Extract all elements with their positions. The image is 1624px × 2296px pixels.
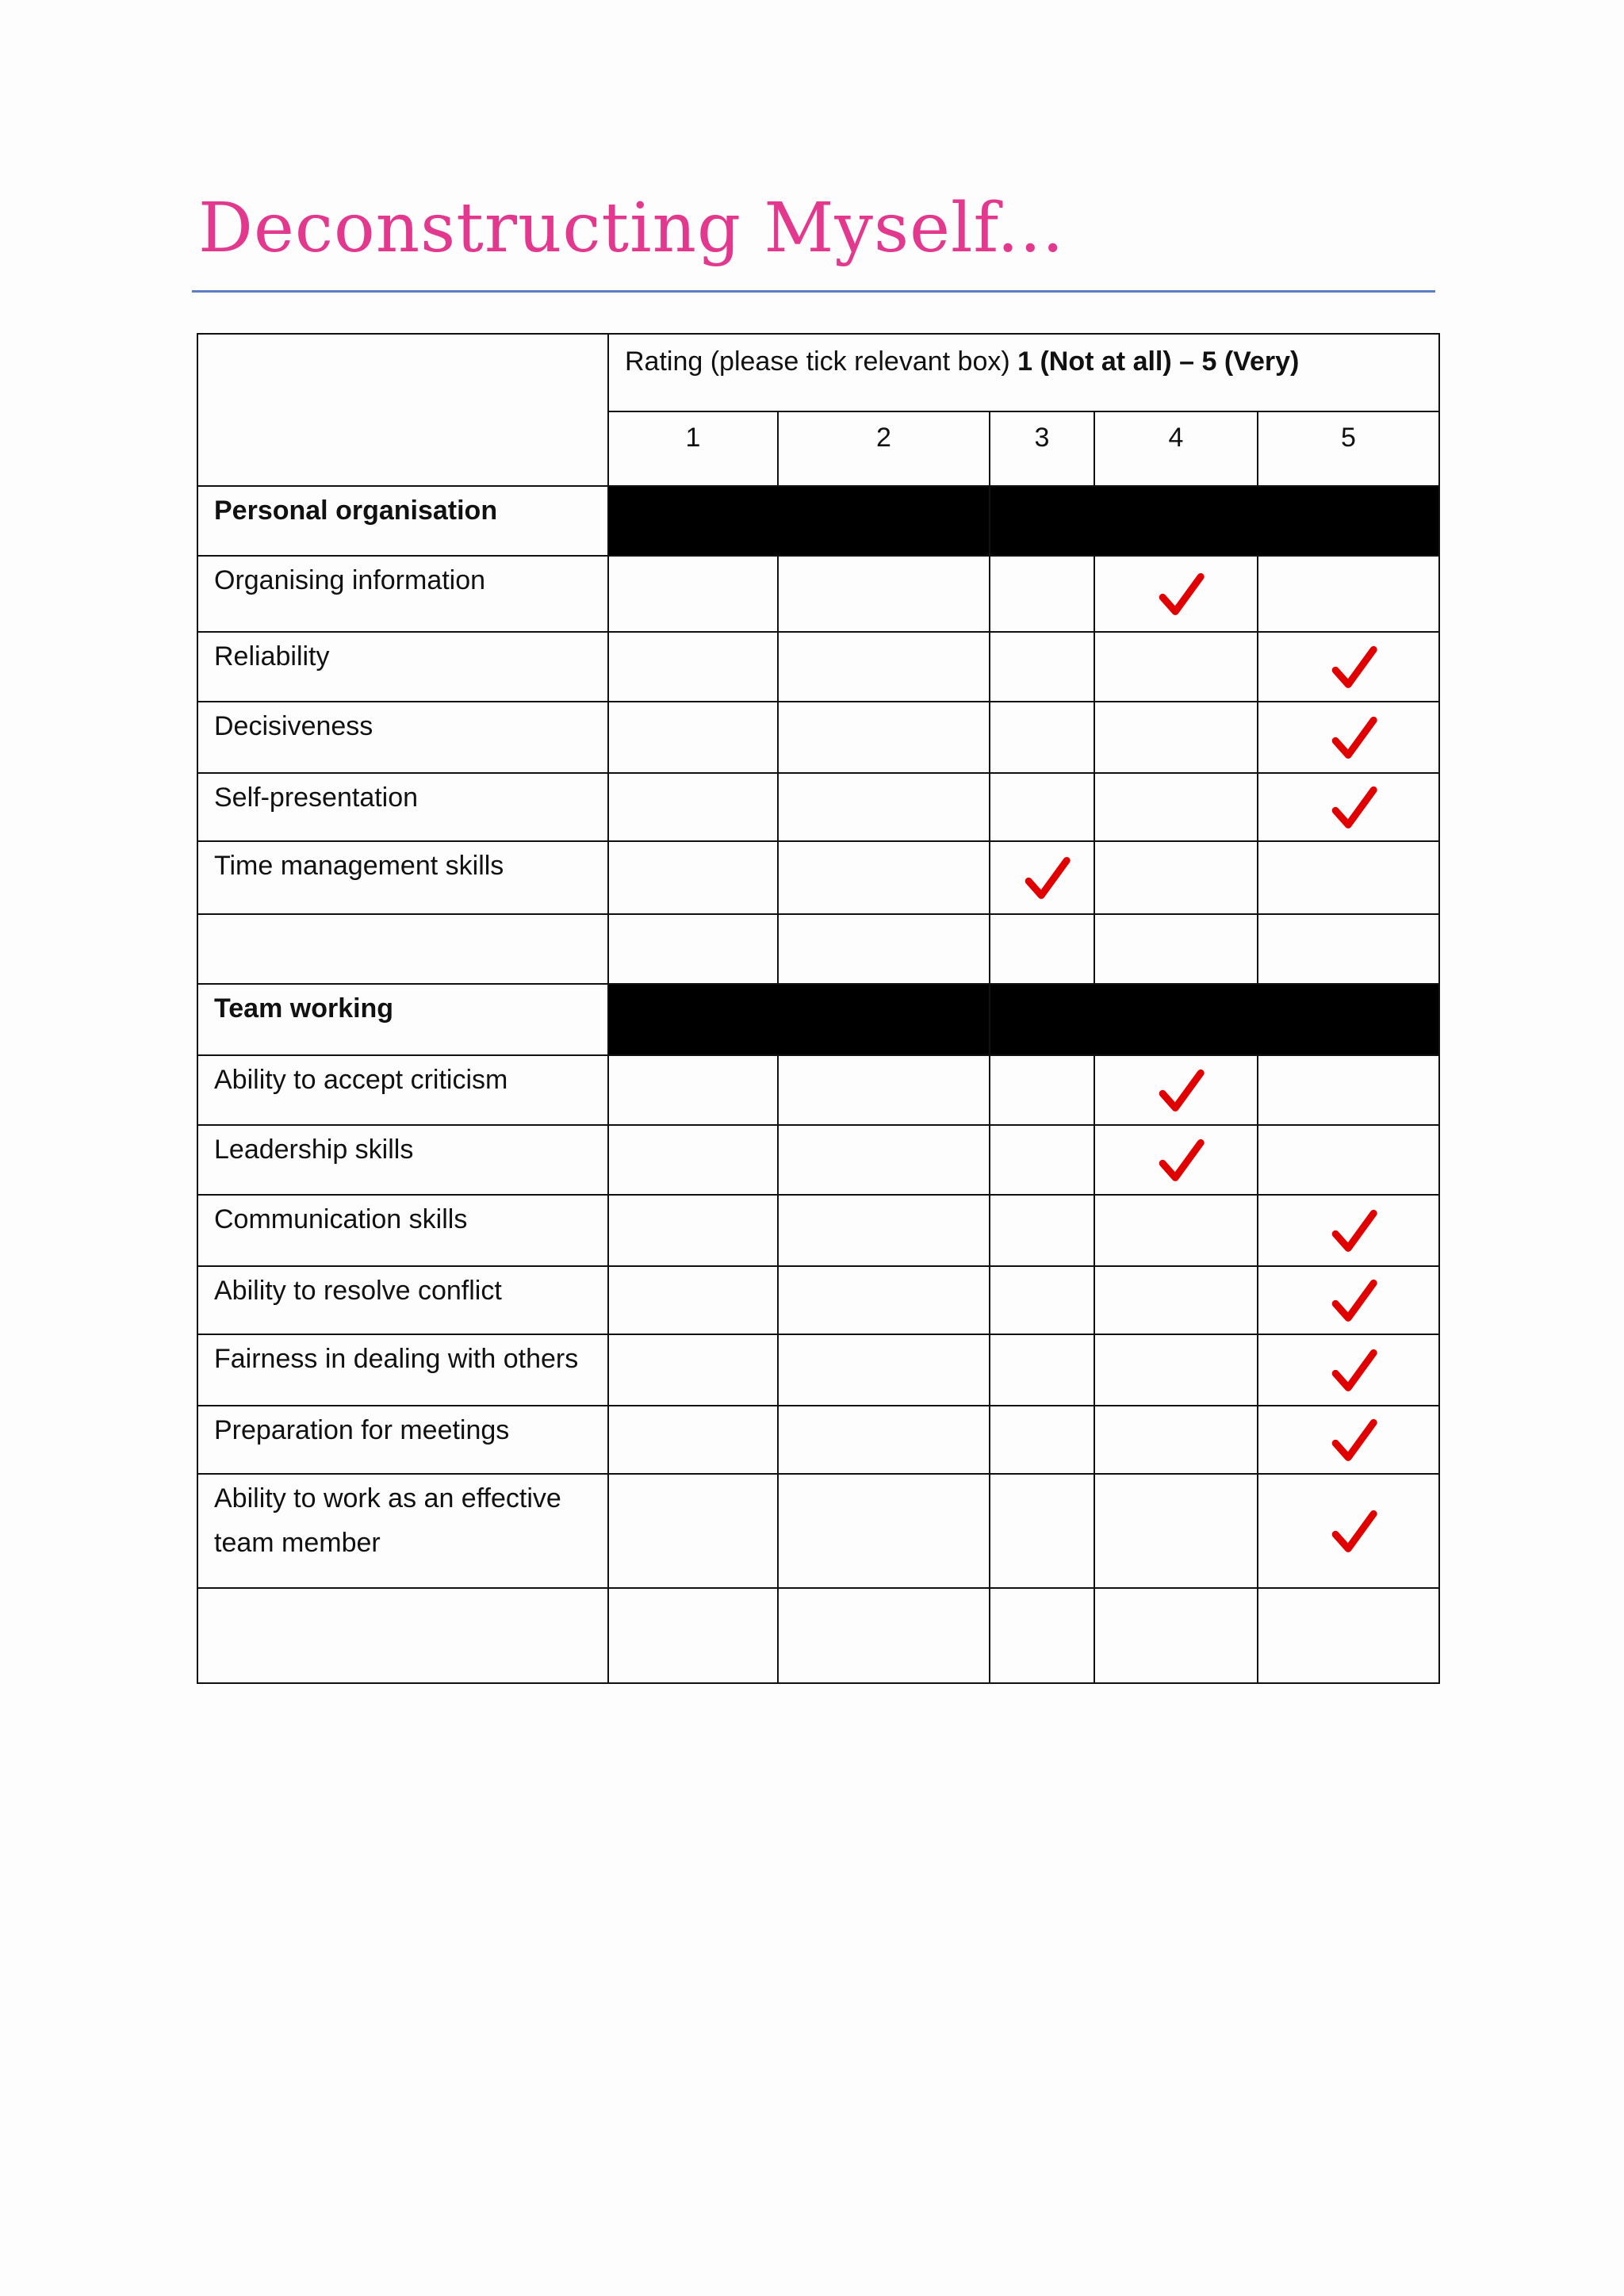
- rating-cell-3[interactable]: [990, 1406, 1094, 1474]
- skill-row: [197, 1266, 1439, 1334]
- rating-cell-5[interactable]: [1258, 1125, 1439, 1195]
- rating-cell-1[interactable]: [608, 1334, 778, 1406]
- rating-cell-2[interactable]: [778, 1474, 990, 1588]
- tick-mark-icon: [1024, 855, 1071, 903]
- rating-cell-3[interactable]: [990, 1195, 1094, 1266]
- scale-label-2: 2: [778, 411, 990, 486]
- rating-cell-5[interactable]: [1258, 556, 1439, 632]
- rating-scale-range: 1 (Not at all) – 5 (Very): [1017, 346, 1300, 377]
- rating-cell-2[interactable]: [778, 1195, 990, 1266]
- rating-cell-2[interactable]: [778, 556, 990, 632]
- skill-row: [197, 1125, 1439, 1195]
- header-row: [197, 334, 1439, 411]
- section-heading-row: [197, 486, 1439, 556]
- blank-row: [197, 1588, 1439, 1683]
- section-blackout-bar: [990, 486, 1439, 556]
- rating-cell-5[interactable]: [1258, 1195, 1439, 1266]
- tick-mark-icon: [1331, 1418, 1378, 1465]
- tick-mark-icon: [1331, 1509, 1378, 1556]
- rating-cell-2[interactable]: [778, 1334, 990, 1406]
- rating-cell-1[interactable]: [608, 773, 778, 841]
- rating-instruction-prefix: Rating (please tick relevant box): [625, 346, 1018, 377]
- tick-mark-icon: [1331, 1348, 1378, 1395]
- rating-cell-5[interactable]: [1258, 1266, 1439, 1334]
- blank-rating-cell[interactable]: [990, 1588, 1094, 1683]
- skill-label: Communication skills: [197, 1195, 608, 1266]
- rating-cell-4[interactable]: [1094, 1195, 1258, 1266]
- tick-mark-icon: [1158, 1138, 1205, 1185]
- blank-rating-cell[interactable]: [1094, 914, 1258, 984]
- skill-row: [197, 1474, 1439, 1588]
- rating-cell-1[interactable]: [608, 702, 778, 773]
- skill-row: [197, 1406, 1439, 1474]
- rating-cell-2[interactable]: [778, 632, 990, 702]
- skill-row: [197, 556, 1439, 632]
- rating-cell-5[interactable]: [1258, 841, 1439, 914]
- tick-mark-icon: [1331, 715, 1378, 763]
- skill-row: [197, 773, 1439, 841]
- scale-label-5: 5: [1258, 411, 1439, 486]
- tick-mark-icon: [1331, 785, 1378, 832]
- rating-cell-3[interactable]: [990, 1055, 1094, 1125]
- rating-cell-1[interactable]: [608, 556, 778, 632]
- blank-rating-cell[interactable]: [1094, 1588, 1258, 1683]
- rating-cell-3[interactable]: [990, 841, 1094, 914]
- rating-cell-4[interactable]: [1094, 1474, 1258, 1588]
- rating-cell-1[interactable]: [608, 632, 778, 702]
- rating-cell-5[interactable]: [1258, 1055, 1439, 1125]
- blank-rating-cell[interactable]: [778, 914, 990, 984]
- rating-cell-4[interactable]: [1094, 702, 1258, 773]
- skill-label: Decisiveness: [197, 702, 608, 773]
- skill-label: Time management skills: [197, 841, 608, 914]
- rating-cell-5[interactable]: [1258, 1474, 1439, 1588]
- rating-cell-4[interactable]: [1094, 1125, 1258, 1195]
- skill-label: Reliability: [197, 632, 608, 702]
- section-heading: Team working: [197, 984, 608, 1055]
- section-blackout-bar: [990, 984, 1439, 1055]
- rating-cell-3[interactable]: [990, 1125, 1094, 1195]
- tick-mark-icon: [1331, 1278, 1378, 1326]
- rating-cell-3[interactable]: [990, 702, 1094, 773]
- rating-cell-1[interactable]: [608, 1055, 778, 1125]
- skill-label: Organising information: [197, 556, 608, 632]
- blank-label-cell: [197, 914, 608, 984]
- rating-cell-3[interactable]: [990, 556, 1094, 632]
- title-divider: [192, 290, 1435, 293]
- rating-cell-1[interactable]: [608, 1125, 778, 1195]
- rating-cell-5[interactable]: [1258, 1406, 1439, 1474]
- rating-cell-2[interactable]: [778, 702, 990, 773]
- rating-cell-4[interactable]: [1094, 841, 1258, 914]
- blank-rating-cell[interactable]: [1258, 914, 1439, 984]
- scale-label-4: 4: [1094, 411, 1258, 486]
- page-title: Deconstructing Myself...: [198, 189, 1065, 268]
- rating-instruction: [608, 334, 1439, 411]
- rating-cell-2[interactable]: [778, 1055, 990, 1125]
- blank-rating-cell[interactable]: [1258, 1588, 1439, 1683]
- blank-row: [197, 914, 1439, 984]
- rating-cell-4[interactable]: [1094, 1266, 1258, 1334]
- skill-row: [197, 1055, 1439, 1125]
- scale-label-3: 3: [990, 411, 1094, 486]
- skill-label: Leadership skills: [197, 1125, 608, 1195]
- skill-row: [197, 1334, 1439, 1406]
- skill-label: Ability to accept criticism: [197, 1055, 608, 1125]
- tick-mark-icon: [1331, 1208, 1378, 1256]
- skill-label: Preparation for meetings: [197, 1406, 608, 1474]
- rating-cell-1[interactable]: [608, 1195, 778, 1266]
- rating-cell-4[interactable]: [1094, 1055, 1258, 1125]
- rating-cell-4[interactable]: [1094, 556, 1258, 632]
- skill-label: Ability to work as an effective team member: [197, 1474, 608, 1588]
- rating-cell-4[interactable]: [1094, 1334, 1258, 1406]
- skill-label: Ability to resolve conflict: [197, 1266, 608, 1334]
- blank-rating-cell[interactable]: [608, 1588, 778, 1683]
- skill-row: [197, 841, 1439, 914]
- rating-cell-3[interactable]: [990, 1266, 1094, 1334]
- rating-cell-2[interactable]: [778, 1266, 990, 1334]
- tick-mark-icon: [1158, 1068, 1205, 1115]
- rating-cell-5[interactable]: [1258, 702, 1439, 773]
- section-blackout-bar: [608, 984, 990, 1055]
- rating-cell-2[interactable]: [778, 1406, 990, 1474]
- skill-row: [197, 1195, 1439, 1266]
- rating-cell-3[interactable]: [990, 1474, 1094, 1588]
- corner-cell: [197, 334, 608, 486]
- blank-label-cell: [197, 1588, 608, 1683]
- blank-rating-cell[interactable]: [608, 914, 778, 984]
- rating-cell-1[interactable]: [608, 1406, 778, 1474]
- rating-cell-4[interactable]: [1094, 632, 1258, 702]
- rating-cell-5[interactable]: [1258, 632, 1439, 702]
- scale-label-1: 1: [608, 411, 778, 486]
- skill-row: [197, 702, 1439, 773]
- skill-label: Fairness in dealing with others: [197, 1334, 608, 1406]
- rating-cell-1[interactable]: [608, 841, 778, 914]
- section-blackout-bar: [608, 486, 990, 556]
- tick-mark-icon: [1331, 645, 1378, 692]
- section-heading: Personal organisation: [197, 486, 608, 556]
- rating-cell-3[interactable]: [990, 632, 1094, 702]
- rating-cell-1[interactable]: [608, 1474, 778, 1588]
- blank-rating-cell[interactable]: [990, 914, 1094, 984]
- rating-cell-4[interactable]: [1094, 773, 1258, 841]
- skill-row: [197, 632, 1439, 702]
- skill-label: Self-presentation: [197, 773, 608, 841]
- rating-cell-3[interactable]: [990, 773, 1094, 841]
- tick-mark-icon: [1158, 572, 1205, 619]
- rating-cell-3[interactable]: [990, 1334, 1094, 1406]
- blank-rating-cell[interactable]: [778, 1588, 990, 1683]
- rating-cell-5[interactable]: [1258, 1334, 1439, 1406]
- rating-cell-1[interactable]: [608, 1266, 778, 1334]
- rating-cell-4[interactable]: [1094, 1406, 1258, 1474]
- rating-cell-2[interactable]: [778, 773, 990, 841]
- rating-cell-5[interactable]: [1258, 773, 1439, 841]
- rating-cell-2[interactable]: [778, 841, 990, 914]
- rating-cell-2[interactable]: [778, 1125, 990, 1195]
- rating-table: [197, 333, 1440, 1684]
- section-heading-row: [197, 984, 1439, 1055]
